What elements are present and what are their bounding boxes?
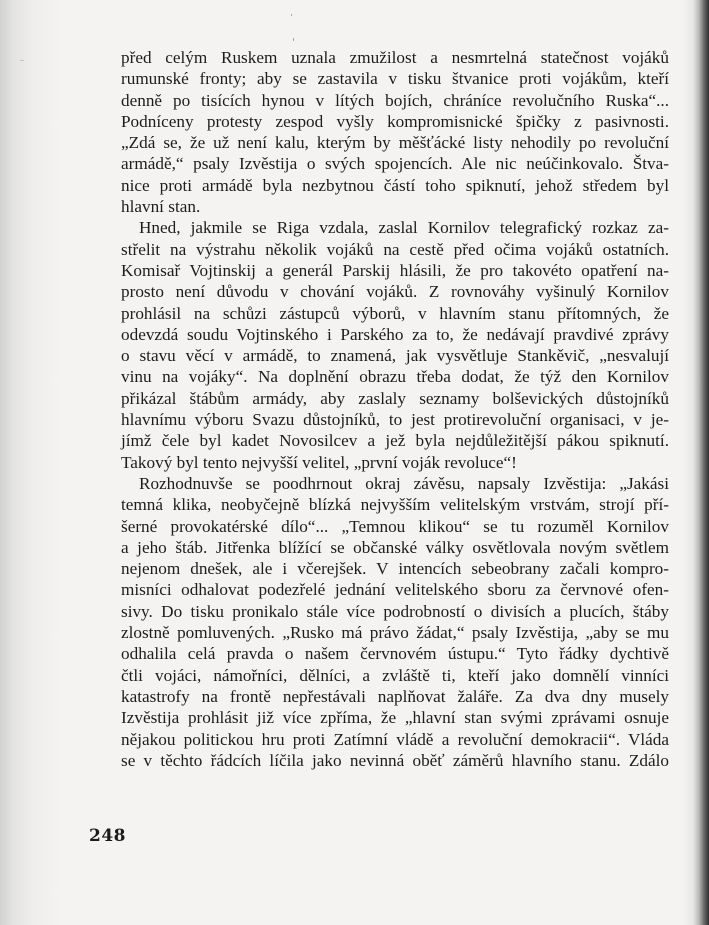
text-line: před celým Ruskem uznala zmužilost a nesmrtelná statečnost vojáků	[121, 48, 669, 67]
text-line: sivy. Do tisku pronikalo stále více podrobností o divisích a plucích, štáby	[121, 601, 669, 621]
text-line: jímž čele byl kadet Novosilcev a jež byla nejdůležitější pákou spiknutí.	[121, 431, 669, 451]
text-line: temná klika, neobyčejně blízká nejvyšším velitelským vrstvám, strojí pří-	[121, 495, 669, 515]
text-line: denně po tisících hynou v lítých bojích, chráníce revolučního Ruska“...	[121, 90, 669, 110]
text-line: prohlásil na schůzi zástupců výborů, v hlavním stanu přítomných, že	[121, 303, 669, 323]
text-line: odevzdá soudu Vojtinského i Parského za to, že nedávají pravdivé zprávy	[121, 324, 669, 344]
text-line: rumunské fronty; aby se zastavila v tisku štvanice proti vojákům, kteří	[121, 69, 669, 89]
text-line: odhalila celá pravda o našem červnovém ústupu.“ Tyto řádky dychtivě	[121, 644, 669, 664]
text-line: prosto není důvodu v chování vojáků. Z rovnováhy vyšinulý Kornilov	[121, 282, 669, 302]
text-line: a jeho štáb. Jitřenka blížící se občanské války osvětlovala novým světlem	[121, 537, 669, 557]
text-line: hlavnímu výboru Svazu důstojníků, to jest protirevoluční organisaci, v je-	[121, 410, 669, 430]
paper-speck	[293, 38, 294, 41]
body-text	[121, 47, 669, 771]
text-line: čtli vojáci, námořníci, dělníci, a zvláště ti, kteří jako domnělí vinníci	[121, 665, 669, 685]
text-line: vinu na vojáky“. Na doplnění obrazu třeba dodat, že týž den Kornilov	[121, 367, 669, 387]
text-line: Komisař Vojtinskij a generál Parskij hlásili, že pro takovéto opatření na-	[121, 260, 669, 280]
text-line: hlavní stan.	[121, 197, 201, 217]
text-line: nejenom dnešek, ale i včerejšek. V intencích sebeobrany začali kompro-	[121, 559, 669, 579]
text-line: nice proti armádě byla nezbytnou částí toho spiknutí, jehož středem byl	[121, 175, 669, 195]
paper-speck	[20, 60, 24, 61]
text-line: přikázal štábům armády, aby zaslaly seznamy bolševických důstojníků	[121, 388, 669, 408]
paragraph-first-line: Rozhodnuvše se poodhrnout okraj závěsu, napsaly Izvěstija: „Jakási	[139, 473, 669, 493]
paper-speck	[291, 14, 292, 16]
paragraph-first-line: Hned, jakmile se Riga vzdala, zaslal Kornilov telegrafický rozkaz za-	[139, 218, 669, 238]
text-line: armádě,“ psaly Izvěstija o svých spojencích. Ale nic neúčinkovalo. Štva-	[121, 154, 669, 174]
text-line: se v těchto řádcích líčila jako nevinná oběť záměrů hlavního stanu. Zdálo	[121, 750, 669, 770]
page-number: 248	[89, 826, 126, 846]
text-line: misníci odhalovat podezřelé jednání velitelského sboru za červnové ofen-	[121, 580, 669, 600]
text-line: střelit na výstrahu několik vojáků na cestě před očima vojáků ostatních.	[121, 239, 669, 259]
text-line: o stavu věcí v armádě, to znamená, jak vysvětluje Stankěvič, „nesvalují	[121, 346, 669, 366]
text-line: zlostně pomluvených. „Rusko má právo žádat,“ psaly Izvěstija, „aby se mu	[121, 623, 669, 643]
text-line: „Zdá se, že už není kalu, kterým by měšťácké listy nehodily po revoluční	[121, 133, 669, 153]
text-line: Takový byl tento nejvyšší velitel, „první voják revoluce“!	[121, 452, 517, 472]
text-line: Podníceny protesty zespod vyšly kompromisnické špičky z pasivnosti.	[121, 111, 669, 131]
text-line: katastrofy na frontě nepřestávali naplňovat žaláře. Za dva dny musely	[121, 686, 669, 706]
text-line: šerné provokatérské dílo“... „Temnou klikou“ se tu rozuměl Kornilov	[121, 516, 669, 536]
text-line: nějakou politickou hru proti Zatímní vládě a revoluční demokracii“. Vláda	[121, 729, 669, 749]
text-line: Izvěstija prohlásit již více zpříma, že „hlavní stan svými zprávami osnuje	[121, 708, 669, 728]
